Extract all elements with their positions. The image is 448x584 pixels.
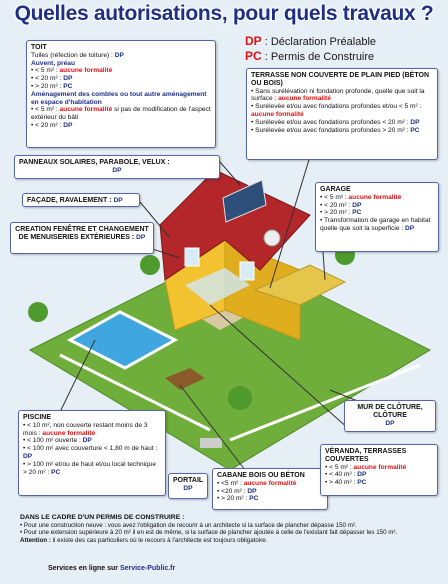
footer-line: • Pour une construction neuve : vous avez l'obligation de recourir à un architecte si la surface de plancher dépasse 150 m². [20, 521, 357, 529]
garage-box: GARAGE • < 5 m² : aucune formalité • < 20 m² : DP • > 20 m² : PC • Transformation de garage en habitat quelle que soit la superficie : DP [315, 182, 439, 252]
legend-item-pc: PC : Permis de Construire [245, 49, 375, 63]
services-link[interactable]: Services en ligne sur Service-Public.fr [48, 565, 176, 572]
footer-attention: Attention : il existe des cas particuliers où le recours à l'architecte est toujours obligatoire. [20, 536, 268, 544]
veranda-box: VÉRANDA, TERRASSES COUVERTES • < 5 m² : aucune formalité • < 40 m² : DP • > 40 m² : PC [320, 444, 438, 496]
tree [28, 302, 48, 322]
window [240, 262, 254, 280]
footer-heading: DANS LE CADRE D'UN PERMIS DE CONSTRUIRE : [20, 514, 185, 521]
facade-box: FAÇADE, RAVALEMENT : DP [22, 193, 140, 207]
mur-box: MUR DE CLÔTURE, CLÔTURE DP [344, 400, 436, 432]
legend-item-dp: DP : Déclaration Préalable [245, 34, 377, 48]
satellite-dish [264, 230, 280, 246]
toit-box: TOIT Tuiles (réfection de toiture) : DP Auvent, préau • < 5 m² : aucune formalité • < 20 m² : DP • > 20 m² : PC Aménagement des combles ou tout autre aménagement en espace d'habitation • < 5 m² : aucune formalité si pas de modification de l'aspect extérieur du bâti • < 20 m² : DP [26, 40, 216, 148]
footer-line: • Pour une extension supérieure à 20 m² il en est de même, si la surface de plancher ajoutée à celle de l'existant fait dépasser les 150 m². [20, 529, 398, 536]
toit-heading: TOIT [31, 44, 47, 51]
terrasse-heading: TERRASSE NON COUVERTE DE PLAIN PIED (BÉTON OU BOIS) [251, 72, 430, 87]
window [185, 248, 199, 266]
terrasse-box: TERRASSE NON COUVERTE DE PLAIN PIED (BÉTON OU BOIS) • Sans surélévation ni fondation profonde, quelle que soit la surface : aucune formalité • Surélevée et/ou avec fondations profondes et/ou < 5 m² : aucune formalité • Surélevée et/ou avec fondations profondes < 20 m² : DP • Surélevée et/ou avec fondations profondes > 20 m² : PC [246, 68, 438, 160]
tree [140, 255, 160, 275]
footer [20, 514, 440, 544]
tree [228, 386, 252, 410]
creation-box: CREATION FENÊTRE ET CHANGEMENT DE MENUISERIES EXTÉRIEURES : DP [10, 222, 154, 254]
cabane-box: CABANE BOIS OU BÉTON • <5 m² : aucune formalité • <20 m² : DP • > 20 m² : PC [212, 468, 328, 510]
portail-box: PORTAIL DP [168, 473, 208, 499]
page-title: Quelles autorisations, pour quels travaux ? [14, 2, 434, 25]
portail [200, 438, 222, 448]
piscine-box: PISCINE • < 10 m², non couverte restant moins de 3 mois : aucune formalité • < 100 m² ouverte : DP • < 100 m² avec couverture < 1,80 m de haut : DP • > 100 m² et/ou de haut et/ou local technique > 20 m² : PC [18, 410, 166, 496]
panneaux-box: PANNEAUX SOLAIRES, PARABOLE, VELUX : DP [14, 155, 220, 179]
